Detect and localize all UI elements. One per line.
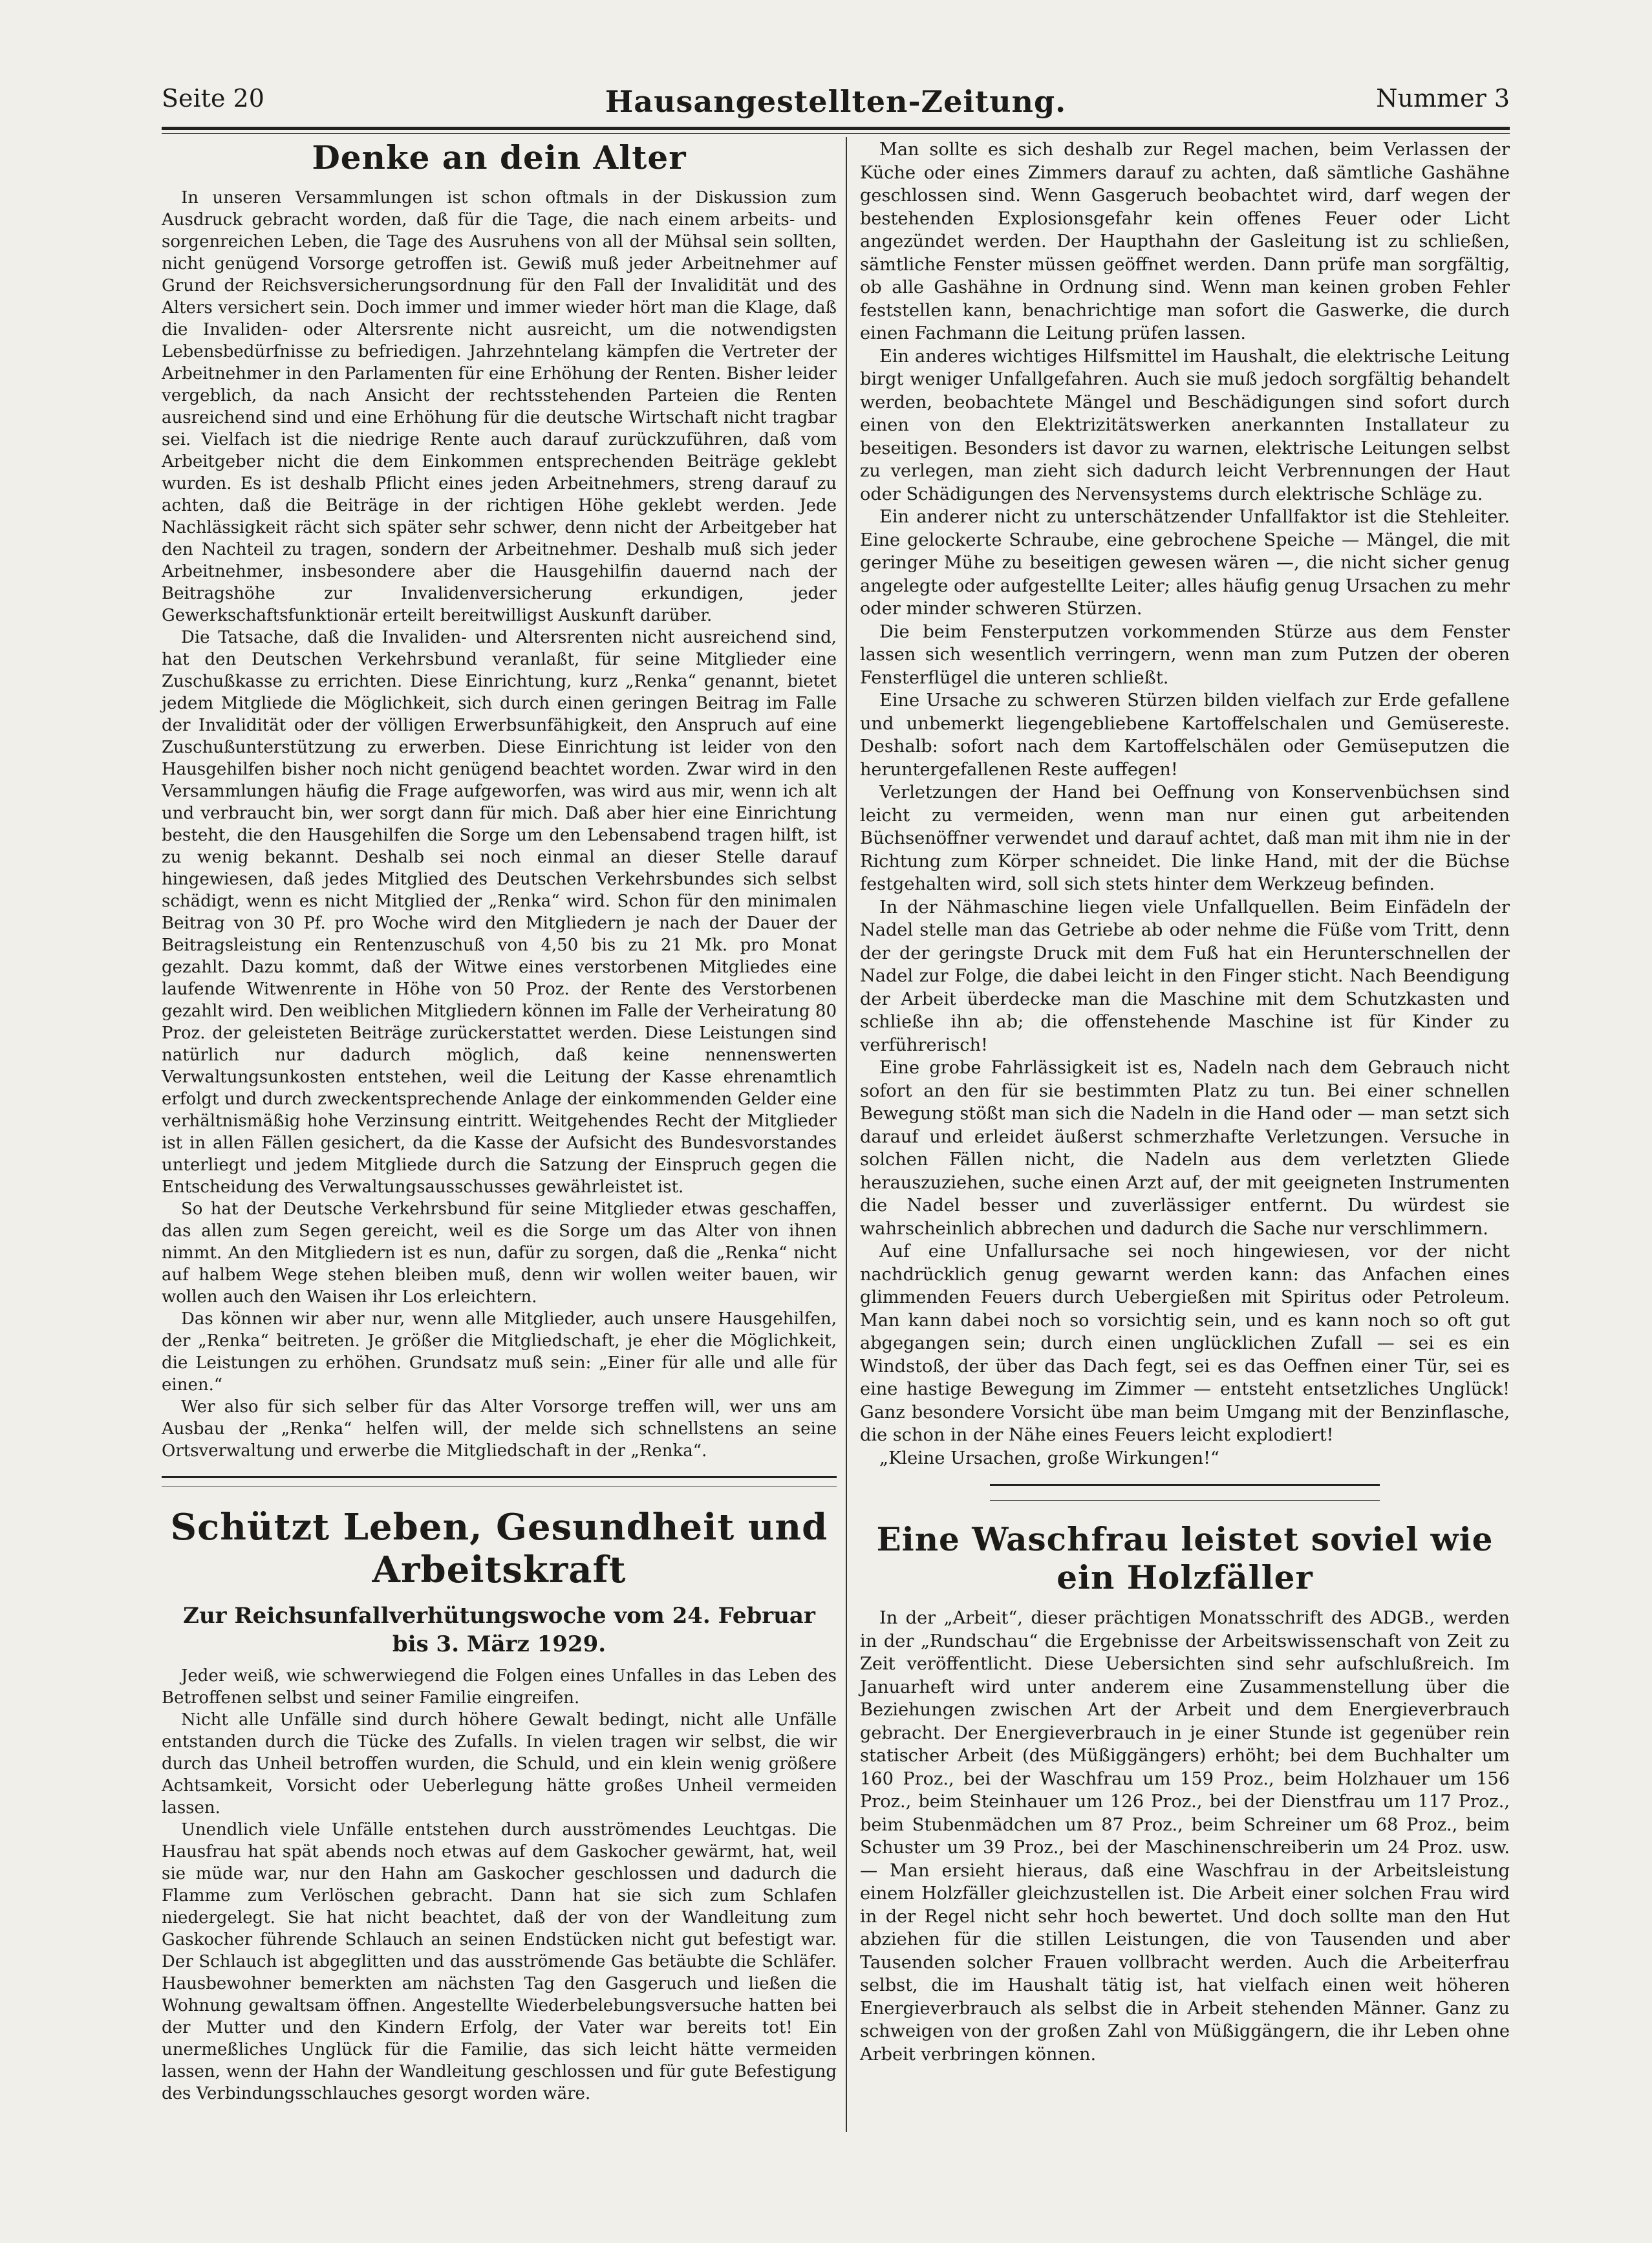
article-paragraph: Auf eine Unfallursache sei noch hingewiesen, vor der nicht nachdrücklich genug gewarnt werden kann: das Anfachen eines glimmenden Feuers durch Uebergießen mit Spiritus oder Petroleum. Man kann dabei noch so vorsichtig sein, und es kann noch so oft gut abgegangen sein; durch einen unglücklichen Zufall — sei es ein Windstoß, der über das Dach fegt, sei es das Oeffnen einer Tür, sei es eine hastige Bewegung im Zimmer — entsteht entsetzliches Unglück! Ganz besondere Vorsicht übe man beim Umgang mit der Benzinflasche, die schon in der Nähe eines Feuers leicht explodiert!	[860, 1241, 1510, 1445]
article-paragraph: Eine grobe Fahrlässigkeit ist es, Nadeln nach dem Gebrauch nicht sofort an den für sie bestimmten Platz zu tun. Bei einer schnellen Bewegung stößt man sich die Nadeln in die Hand oder — man setzt sich darauf und erleidet äußerst schmerzhafte Verletzungen. Versuche in solchen Fällen nicht, die Nadeln aus dem verletzten Gliede herauszuziehen, suche einen Arzt auf, der mit geeigneten Instrumenten die Nadel besser und zuverlässiger entfernt. Du würdest sie wahrscheinlich abbrechen und dadurch die Sache nur verschlimmern.	[860, 1058, 1510, 1239]
article-paragraph: Die beim Fensterputzen vorkommenden Stürze aus dem Fenster lassen sich wesentlich verringern, wenn man zum Putzen der oberen Fensterflügel die unteren schließt.	[860, 621, 1510, 688]
article-paragraph: Man sollte es sich deshalb zur Regel machen, beim Verlassen der Küche oder eines Zimmers darauf zu achten, daß sämtliche Gashähne geschlossen sind. Wenn Gasgeruch beobachtet wird, darf wegen der bestehenden Explosionsgefahr kein offenes Feuer oder Licht angezündet werden. Der Haupthahn der Gasleitung ist zu schließen, sämtliche Fenster müssen geöffnet werden. Dann prüfe man sorgfältig, ob alle Gashähne in Ordnung sind. Wenn man keinen groben Fehler feststellen kann, benachrichtige man sofort die Gaswerke, die durch einen Fachmann die Leitung prüfen lassen.	[860, 140, 1510, 343]
header-rule-thick	[162, 127, 1510, 130]
left-column	[162, 138, 837, 2105]
article-separator-thin	[990, 1500, 1380, 1501]
article-paragraph: In der „Arbeit“, dieser prächtigen Monatsschrift des ADGB., werden in der „Rundschau“ die Ergebnisse der Arbeitswissenschaft von Zeit zu Zeit veröffentlicht. Diese Uebersichten sind sehr aufschlußreich. Im Januarheft wird unter anderem eine Zusammenstellung über die Beziehungen zwischen Art der Arbeit und dem Energieverbrauch gebracht. Der Energieverbrauch in je einer Stunde ist gegenüber rein statischer Arbeit (des Müßiggängers) erhöht; bei dem Buchhalter um 160 Proz., bei der Waschfrau um 159 Proz., beim Holzhauer um 156 Proz., beim Steinhauer um 126 Proz., bei der Dienstfrau um 117 Proz., beim Stubenmädchen um 87 Proz., beim Schreiner um 68 Proz., beim Schuster um 39 Proz., bei der Maschinenschreiberin um 24 Proz. usw. — Man ersieht hieraus, daß eine Waschfrau in der Arbeitsleistung einem Holzfäller gleichzustellen ist. Die Arbeit einer solchen Frau wird in der Regel nicht sehr hoch bewertet. Und doch sollte man den Hut abziehen für die stillen Leistungen, die von Tausenden und aber Tausenden solcher Frauen vollbracht werden. Auch die Arbeiterfrau selbst, die im Haushalt tätig ist, hat vielfach einen weit höheren Energieverbrauch als selbst die in Arbeit stehenden Männer. Ganz zu schweigen von der großen Zahl von Müßiggängern, die ihr Leben ohne Arbeit verbringen können.	[860, 1608, 1510, 2065]
article-paragraph: Jeder weiß, wie schwerwiegend die Folgen eines Unfalles in das Leben des Betroffenen selbst und seiner Familie eingreifen.	[162, 1666, 837, 1708]
article-subtitle-unfall: Zur Reichsunfallverhütungswoche vom 24. Februar bis 3. März 1929.	[183, 1603, 815, 1657]
article-paragraph: So hat der Deutsche Verkehrsbund für seine Mitglieder etwas geschaffen, das allen zum Segen gereicht, weil es die Sorge um das Alter von ihnen nimmt. An den Mitgliedern ist es nun, dafür zu sorgen, daß die „Renka“ nicht auf halbem Wege stehen bleiben muß, denn wir wollen weiter bauen, wir wollen auch den Waisen ihr Los erleichtern.	[162, 1199, 837, 1307]
article-paragraph: „Kleine Ursachen, große Wirkungen!“	[879, 1448, 1219, 1468]
article-title-waschfrau: Eine Waschfrau leistet soviel wie ein Holzfäller	[876, 1520, 1494, 1596]
right-column	[860, 138, 1510, 2066]
article-title-alter: Denke an dein Alter	[312, 138, 687, 177]
page-header	[162, 84, 1510, 123]
article-paragraph: Nicht alle Unfälle sind durch höhere Gewalt bedingt, nicht alle Unfälle entstanden durch die Tücke des Zufalls. In vielen tragen wir selbst, die wir durch das Unheil betroffen wurden, die Schuld, und ein klein wenig größere Achtsamkeit, Vorsicht oder Ueberlegung hätte großes Unheil vermeiden lassen.	[162, 1710, 837, 1818]
article-paragraph: Ein anderer nicht zu unterschätzender Unfallfaktor ist die Stehleiter. Eine gelockerte Schraube, eine gebrochene Speiche — Mängel, die mit geringer Mühe zu beseitigen gewesen wären —, die nicht sicher genug angelegte oder aufgestellte Leiter; alles häufig genug Ursachen zu mehr oder minder schweren Stürzen.	[860, 507, 1510, 619]
issue-number: Nummer 3	[1376, 84, 1510, 113]
article-paragraph: Eine Ursache zu schweren Stürzen bilden vielfach zur Erde gefallene und unbemerkt liegengebliebene Kartoffelschalen und Gemüsereste. Deshalb: sofort nach dem Kartoffelschälen oder Gemüseputzen die heruntergefallenen Reste auffegen!	[860, 691, 1510, 780]
article-paragraph: Unendlich viele Unfälle entstehen durch ausströmendes Leuchtgas. Die Hausfrau hat spät abends noch etwas auf dem Gaskocher gewärmt, hat, weil sie müde war, nur den Hahn am Gaskocher geschlossen und dadurch die Flamme zum Verlöschen gebracht. Dann hat sie sich zum Schlafen niedergelegt. Sie hat nicht beachtet, daß der von der Wandleitung zum Gaskocher führende Schlauch an seinen Endstücken nicht gut befestigt war. Der Schlauch ist abgeglitten und das ausströmende Gas betäubte die Schläfer. Hausbewohner bemerkten am nächsten Tag den Gasgeruch und ließen die Wohnung gewaltsam öffnen. Angestellte Wiederbelebungsversuche hatten bei der Mutter und den Kindern Erfolg, der Vater war bereits tot! Ein unermeßliches Unglück für die Familie, das sich leicht hätte vermeiden lassen, wenn der Hahn der Wandleitung geschlossen und für gute Befestigung des Verbindungsschlauches gesorgt worden wäre.	[162, 1820, 837, 2103]
column-divider	[846, 137, 847, 2132]
article-separator	[162, 1476, 837, 1478]
article-paragraph: Verletzungen der Hand bei Oeffnung von Konservenbüchsen sind leicht zu vermeiden, wenn man nur einen gut arbeitenden Büchsenöffner verwendet und darauf achtet, daß man mit ihm nie in der Richtung zum Körper schneidet. Die linke Hand, mit der die Büchse festgehalten wird, soll sich stets hinter dem Werkzeug befinden.	[860, 782, 1510, 894]
article-separator	[990, 1484, 1380, 1486]
article-paragraph: Wer also für sich selber für das Alter Vorsorge treffen will, wer uns am Ausbau der „Renka“ helfen will, der melde sich schnellstens an seine Ortsverwaltung und erwerbe die Mitgliedschaft in der „Renka“.	[162, 1397, 837, 1461]
header-rule-thin	[162, 133, 1510, 134]
article-paragraph: In unseren Versammlungen ist schon oftmals in der Diskussion zum Ausdruck gebracht worden, daß für die Tage, die nach einem arbeits- und sorgenreichen Leben, die Tage des Ausruhens von all der Mühsal sein sollten, nicht genügend Vorsorge getroffen ist. Gewiß muß jeder Arbeitnehmer auf Grund der Reichsversicherungsordnung für den Fall der Invalidität und des Alters versichert sein. Doch immer und immer wieder hört man die Klage, daß die Invaliden- oder Altersrente nicht ausreicht, um die notwendigsten Lebensbedürfnisse zu befriedigen. Jahrzehntelang kämpfen die Vertreter der Arbeitnehmer in den Parlamenten für eine Erhöhung der Renten. Bisher leider vergeblich, da nach Ansicht der rechtsstehenden Parteien die Renten ausreichend sind und eine Erhöhung für die deutsche Wirtschaft nicht tragbar sei. Vielfach ist die niedrige Rente auch darauf zurückzuführen, daß vom Arbeitgeber nicht die dem Einkommen entsprechenden Beiträge geklebt wurden. Es ist deshalb Pflicht eines jeden Arbeitnehmers, streng darauf zu achten, daß die Beiträge in der richtigen Höhe geklebt werden. Jede Nachlässigkeit rächt sich später sehr schwer, denn nicht der Arbeitgeber hat den Nachteil zu tragen, sondern der Arbeitnehmer. Deshalb muß sich jeder Arbeitnehmer, insbesondere aber die Hausgehilfin dauernd nach der Beitragshöhe zur Invalidenversicherung erkundigen, jeder Gewerkschaftsfunktionär erteilt bereitwilligst Auskunft darüber.	[162, 188, 837, 625]
newspaper-title: Hausangestellten-Zeitung.	[605, 84, 1067, 119]
article-paragraph: In der Nähmaschine liegen viele Unfallquellen. Beim Einfädeln der Nadel stelle man das Getriebe ab oder nehme die Füße vom Tritt, denn der der geringste Druck mit dem Fuß hat ein Herunterschnellen der Nadel zur Folge, die dabei leicht in den Finger sticht. Nach Beendigung der Arbeit überdecke man die Maschine mit dem Schutzkasten und schließe ihn ab; die offenstehende Maschine ist für Kinder zu verführerisch!	[860, 897, 1510, 1055]
article-title-unfall: Schützt Leben, Gesundheit und Arbeitskraft	[170, 1506, 828, 1591]
article-paragraph: Ein anderes wichtiges Hilfsmittel im Haushalt, die elektrische Leitung birgt weniger Unfallgefahren. Auch sie muß jedoch sorgfältig behandelt werden, beobachtete Mängel und Beschädigungen sind sofort durch einen von den Elektrizitätswerken anerkannten Installateur zu beseitigen. Besonders ist davor zu warnen, elektrische Leitungen selbst zu verlegen, man zieht sich dadurch leicht Verbrennungen der Haut oder Schädigungen des Nervensystems durch elektrische Schläge zu.	[860, 346, 1510, 504]
article-paragraph: Das können wir aber nur, wenn alle Mitglieder, auch unsere Hausgehilfen, der „Renka“ beitreten. Je größer die Mitgliedschaft, je eher die Möglichkeit, die Leistungen zu erhöhen. Grundsatz muß sein: „Einer für alle und alle für einen.“	[162, 1309, 837, 1395]
article-paragraph: Die Tatsache, daß die Invaliden- und Altersrenten nicht ausreichend sind, hat den Deutschen Verkehrsbund veranlaßt, für seine Mitglieder eine Zuschußkasse zu errichten. Diese Einrichtung, kurz „Renka“ genannt, bietet jedem Mitgliede die Möglichkeit, sich durch einen geringen Beitrag im Falle der Invalidität oder der völligen Erwerbsunfähigkeit, den Anspruch auf eine Zuschußunterstützung zu erwerben. Diese Einrichtung ist leider von den Hausgehilfen bisher noch nicht genügend beachtet worden. Zwar wird in den Versammlungen häufig die Frage aufgeworfen, was wird aus mir, wenn ich alt und verbraucht bin, wer sorgt dann für mich. Daß aber hier eine Einrichtung besteht, die den Hausgehilfen die Sorge um den Lebensabend tragen hilft, ist zu wenig bekannt. Deshalb sei noch einmal an dieser Stelle darauf hingewiesen, daß jedes Mitglied des Deutschen Verkehrsbundes sich selbst schädigt, wenn es nicht Mitglied der „Renka“ wird. Schon für den minimalen Beitrag von 30 Pf. pro Woche wird den Mitgliedern je nach der Dauer der Beitragsleistung ein Rentenzuschuß von 4,50 bis zu 21 Mk. pro Monat gezahlt. Dazu kommt, daß der Witwe eines verstorbenen Mitgliedes eine laufende Witwenrente in Höhe von 50 Proz. der Rente des Verstorbenen gezahlt wird. Den weiblichen Mitgliedern können im Falle der Verheiratung 80 Proz. der geleisteten Beiträge zurückerstattet werden. Diese Leistungen sind natürlich nur dadurch möglich, daß keine nennenswerten Verwaltungsunkosten entstehen, weil die Leitung der Kasse ehrenamtlich erfolgt und durch zweckentsprechende Anlage der einkommenden Gelder eine verhältnismäßig hohe Verzinsung eintritt. Weitgehendes Recht der Mitglieder ist in allen Fällen gesichert, da die Kasse der Aufsicht des Bundesvorstandes unterliegt und jedem Mitgliede durch die Satzung der Einspruch gegen die Entscheidung des Verwaltungsausschusses gewährleistet ist.	[162, 628, 837, 1197]
page-number: Seite 20	[162, 84, 264, 113]
